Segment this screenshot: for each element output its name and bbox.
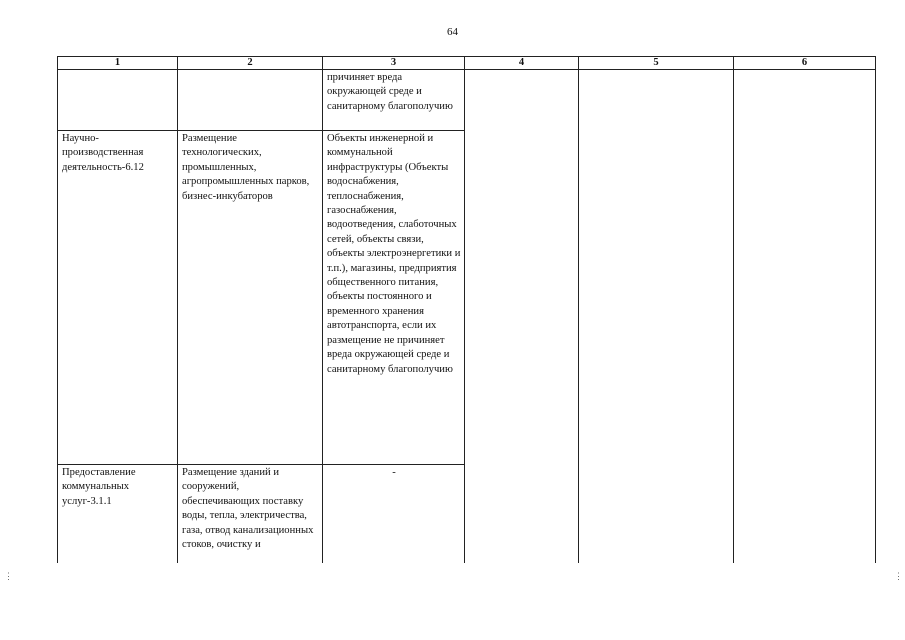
regulations-table [57,56,876,563]
cell-usage-description: Размещение технологических, промышленных, агропромышленных парков, бизнес-инкубаторов [178,131,323,465]
cell-usage-type: Научно-производственная деятельность-6.12 [58,131,178,465]
cell-column-5 [579,70,734,564]
cell-usage-type: Предоставление коммунальных услуг-3.1.1 [58,465,178,564]
table-row-continuation [58,70,876,131]
cell-column-4 [465,70,579,564]
page-number: 64 [447,26,458,38]
cell-usage-description: Размещение зданий и сооружений, обеспечивающих поставку воды, тепла, электричества, газа, отвод канализационных стоков, очистку и [178,465,323,564]
scan-edge-mark-right: ⋮ [894,571,903,581]
cell-usage-type [58,70,178,131]
table-header-row [58,57,876,70]
column-header-1: 1 [58,57,178,70]
cell-auxiliary-usage: причиняет вреда окружающей среде и санитарному благополучию [323,70,465,131]
cell-auxiliary-usage [323,465,465,564]
cell-column-6 [734,70,876,564]
empty-value-dash: - [392,467,396,478]
column-header-5: 5 [579,57,734,70]
cell-usage-description [178,70,323,131]
cell-auxiliary-usage: Объекты инженерной и коммунальной инфраструктуры (Объекты водоснабжения, теплоснабжения, газоснабжения, водоотведения, слаботочных сетей, объекты связи, объекты электроэнергетики и т.п.), магазины, предприятия общественного питания, объекты постоянного и временного хранения автотранспорта, если их размещение не причиняет вреда окружающей среде и санитарному благополучию [323,131,465,465]
column-header-4: 4 [465,57,579,70]
scan-edge-mark-left: ⋮ [4,571,13,581]
column-header-3: 3 [323,57,465,70]
column-header-2: 2 [178,57,323,70]
column-header-6: 6 [734,57,876,70]
